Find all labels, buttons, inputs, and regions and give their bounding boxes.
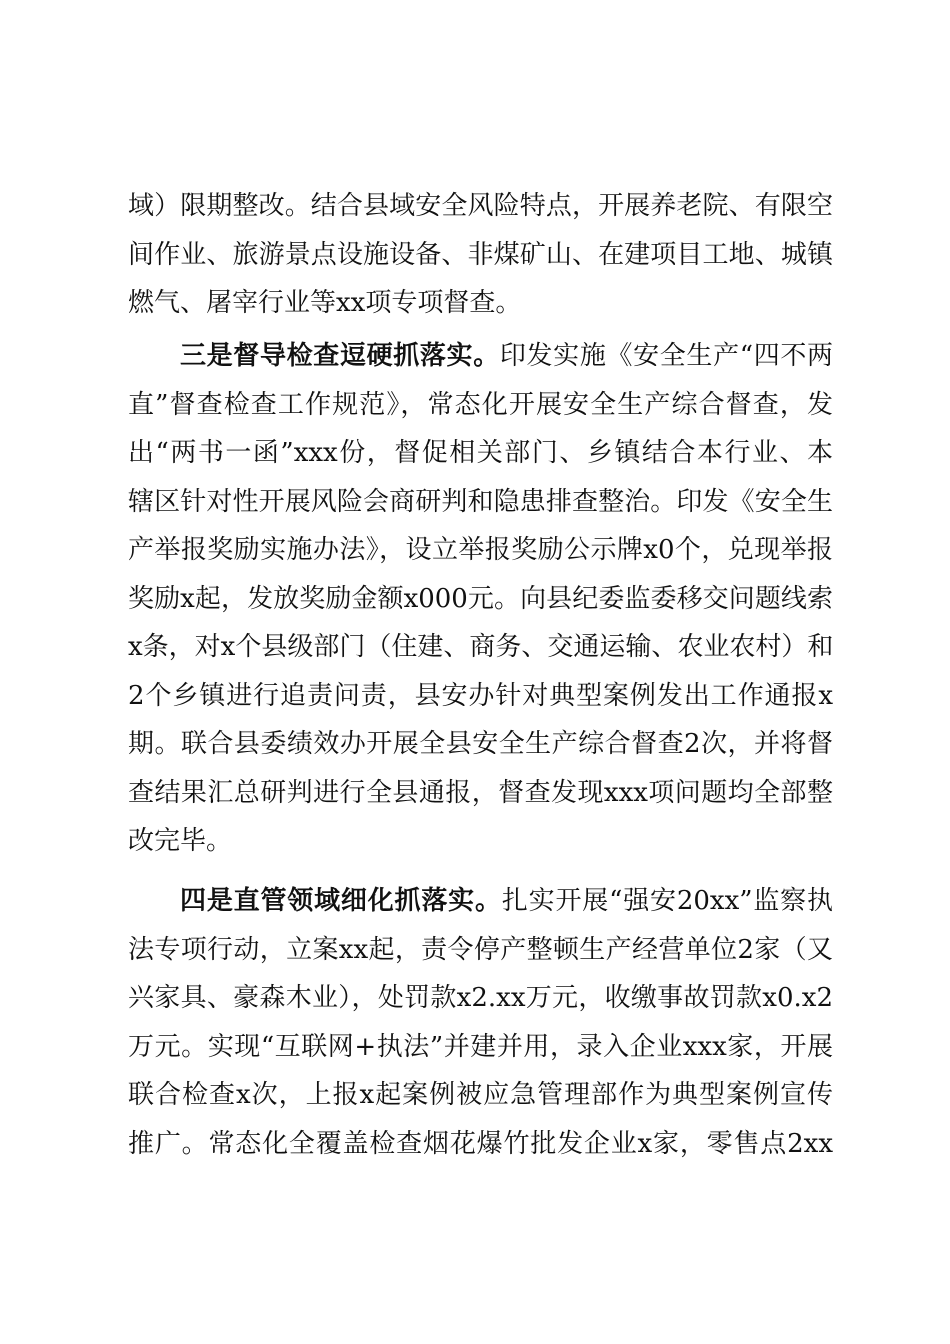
text-line: 改完毕。 [128, 826, 233, 856]
text-line: 直”督查检查工作规范》，常态化开展安全生产综合督查，发 [128, 389, 833, 420]
paragraph-first-line [128, 332, 833, 381]
text-line: 期。联合县委绩效办开展全县安全生产综合督查2次，并将督 [128, 729, 833, 759]
paragraph-heading: 四是直管领域细化抓落实。 [180, 886, 502, 916]
paragraph-heading: 三是督导检查逗硬抓落实。 [180, 341, 500, 371]
paragraph-first-line [128, 877, 833, 926]
text-line: 间作业、旅游景点设施设备、非煤矿山、在建项目工地、城镇 [128, 239, 833, 270]
text-line: 出“两书一函”xxx份，督促相关部门、乡镇结合本行业、本 [128, 438, 833, 468]
text-run: 印发实施《安全生产“四不两 [499, 341, 833, 371]
text-line: 奖励x起，发放奖励金额x000元。向县纪委监委移交问题线索 [128, 583, 833, 614]
text-line: 域）限期整改。结合县域安全风险特点，开展养老院、有限空 [128, 191, 833, 221]
text-line: 产举报奖励实施办法》，设立举报奖励公示牌x0个，兑现举报 [128, 535, 833, 565]
text-line: 辖区针对性开展风险会商研判和隐患排查整治。印发《安全生 [128, 486, 833, 517]
text-line: 查结果汇总研判进行全县通报，督查发现xxx项问题均全部整 [128, 777, 833, 808]
paragraph-direct-management [128, 877, 833, 1168]
text-line: 2个乡镇进行追责问责，县安办针对典型案例发出工作通报x [128, 680, 833, 711]
text-line: 联合检查x次，上报x起案例被应急管理部作为典型案例宣传 [128, 1080, 833, 1110]
text-line: 推广。常态化全覆盖检查烟花爆竹批发企业x家，零售点2xx [128, 1128, 833, 1159]
text-line: 燃气、屠宰行业等xx项专项督查。 [128, 288, 522, 318]
paragraph-supervision [128, 332, 833, 866]
text-run: 扎实开展“强安20xx”监察执 [501, 886, 833, 916]
text-line: x条，对x个县级部门（住建、商务、交通运输、农业农村）和 [128, 632, 833, 662]
text-line: 兴家具、豪森木业），处罚款x2.xx万元，收缴事故罚款x0.x2 [128, 983, 833, 1013]
paragraph-continuation [128, 182, 833, 328]
text-line: 万元。实现“互联网+执法”并建并用，录入企业xxx家，开展 [128, 1031, 833, 1062]
text-line: 法专项行动，立案xx起，责令停产整顿生产经营单位2家（又 [128, 934, 833, 965]
